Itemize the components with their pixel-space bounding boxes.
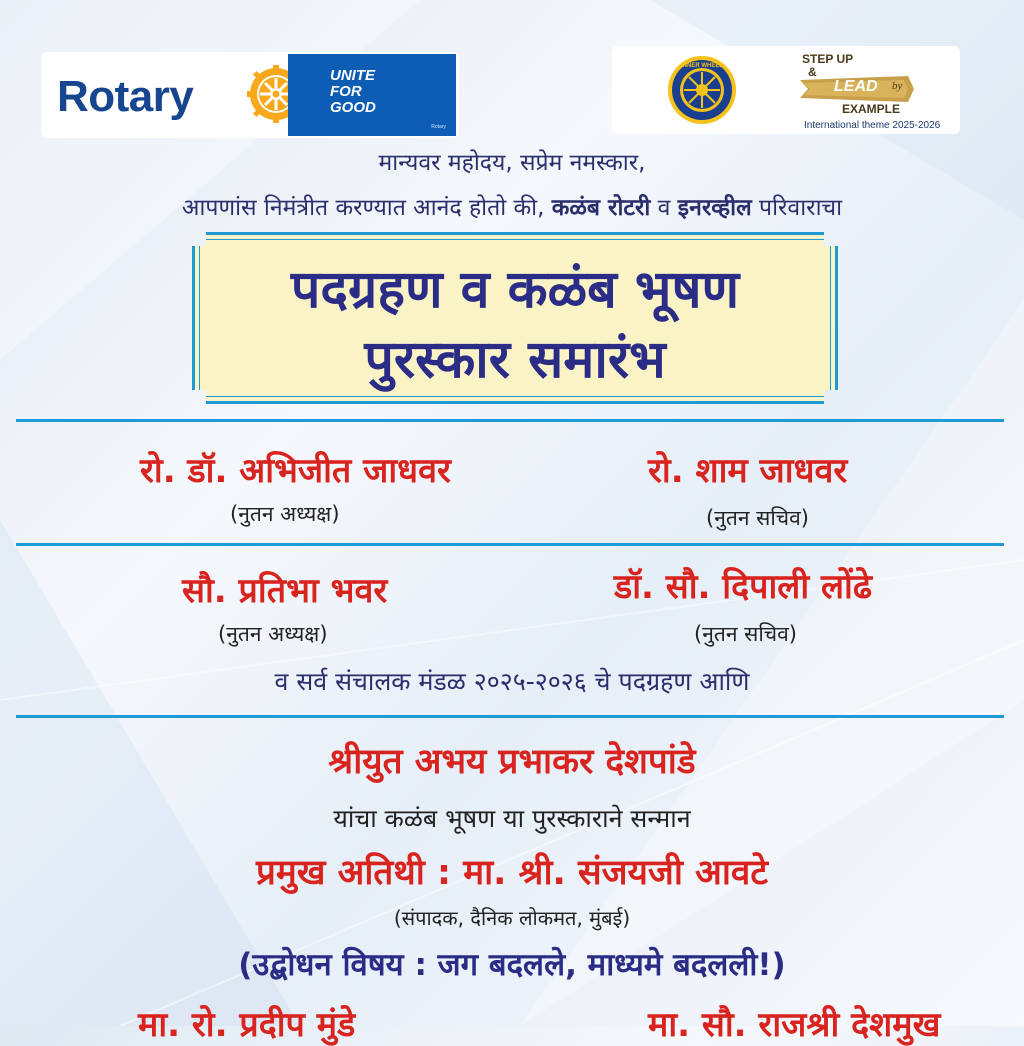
unite-for-good-panel: [288, 54, 456, 136]
chief-guest-line: [0, 848, 1024, 895]
innerwheel-secretary-name: डॉ. सौ. दिपाली लोंढे: [614, 567, 872, 607]
innerwheel-secretary-role: (नुतन सचिव): [694, 622, 797, 646]
divider-rule: [16, 715, 1004, 718]
theme-example: EXAMPLE: [842, 102, 901, 116]
inner-wheel-ring-text: INNER WHEEL: [681, 63, 723, 69]
rotary-president-role: (नुतन अध्यक्ष): [230, 502, 340, 526]
rotary-wordmark: Rotary: [57, 72, 194, 121]
invitation-and: व: [650, 195, 678, 221]
innerwheel-president-name: सौ. प्रतिभा भवर: [182, 571, 388, 611]
theme-by: by: [892, 80, 903, 92]
bottom-name-left: मा. रो. प्रदीप मुंडे: [138, 1005, 356, 1045]
award-honor-line: यांचा कळंब भूषण या पुरस्काराने सन्मान: [333, 804, 691, 833]
unite-small-mark: Rotary: [431, 124, 446, 130]
greeting-line: मान्यवर महोदय, सप्रेम नमस्कार,: [378, 150, 646, 176]
board-line: व सर्व संचालक मंडळ २०२५-२०२६ चे पदग्रहण आणि: [274, 667, 750, 696]
rotary-secretary-role: (नुतन सचिव): [706, 506, 809, 530]
step-up-lead-logo: [798, 50, 918, 120]
chief-guest-role: (संपादक, दैनिक लोकमत, मुंबई): [393, 906, 631, 930]
rotary-secretary-name: रो. शाम जाधवर: [648, 451, 848, 491]
theme-amp: &: [808, 65, 817, 79]
address-topic-line: (उद्बोधन विषय : जग बदलले, माध्यमे बदलली!): [238, 947, 786, 983]
theme-logo-panel: [612, 46, 960, 134]
international-theme-caption: International theme 2025-2026: [804, 120, 941, 131]
invitation-club-rotary: कळंब रोटरी: [551, 195, 651, 221]
invitation-club-innerwheel: इनरव्हील: [677, 195, 752, 221]
invitation-prefix: आपणांस निमंत्रीत करण्यात आनंद होतो की,: [181, 195, 552, 221]
invitation-suffix: परिवाराचा: [751, 195, 843, 221]
innerwheel-president-role: (नुतन अध्यक्ष): [218, 622, 328, 646]
rotary-president-name: रो. डॉ. अभिजीत जाधवर: [140, 451, 451, 491]
event-title-line2: पुरस्कार समारंभ: [364, 330, 666, 390]
chief-guest-name: मा. श्री. संजयजी आवटे: [463, 853, 769, 893]
event-title-line1: पदग्रहण व कळंब भूषण: [290, 260, 740, 320]
theme-lead: LEAD: [834, 78, 878, 95]
unite-for-good-text: UNITE FOR GOOD: [330, 67, 376, 116]
divider-rule: [16, 543, 1004, 546]
divider-rule: [16, 419, 1004, 422]
theme-step-up: STEP UP: [802, 52, 854, 66]
chief-guest-label: प्रमुख अतिथी :: [255, 853, 464, 893]
award-honoree-name: श्रीयुत अभय प्रभाकर देशपांडे: [328, 742, 696, 782]
inner-wheel-logo-icon: [666, 54, 738, 126]
invitation-line: [0, 190, 1024, 222]
bottom-name-right: मा. सौ. राजश्री देशमुख: [648, 1005, 941, 1045]
rotary-logo-panel: [41, 52, 459, 138]
